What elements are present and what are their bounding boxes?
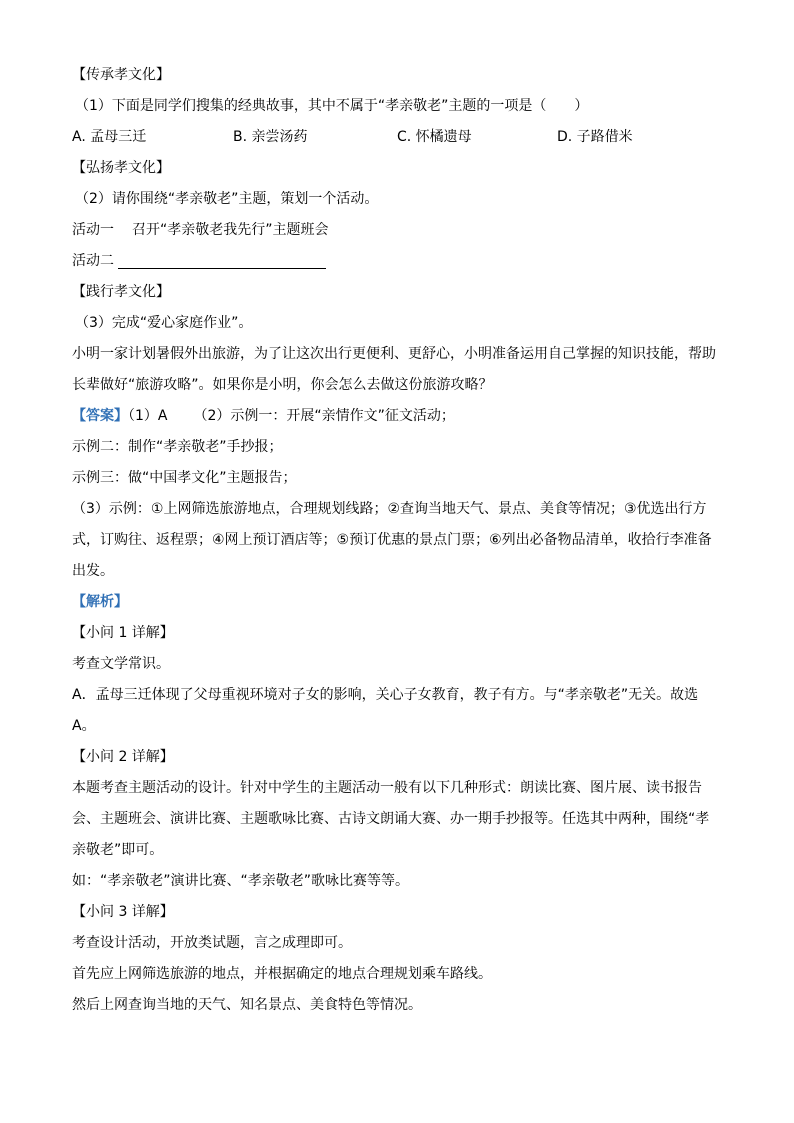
- answer-3-line-2: 式，订购往、返程票；④网上预订酒店等；⑤预订优惠的景点门票；⑥列出必备物品清单，收拾行李准备: [72, 532, 712, 548]
- question-1: （1）下面是同学们搜集的经典故事，其中不属于“孝亲敬老”主题的一项是（ ）: [75, 98, 589, 114]
- section-heading-promote: 【弘扬孝文化】: [72, 160, 170, 176]
- question-3-desc-line-2: 长辈做好“旅游攻略”。如果你是小明，你会怎么去做这份旅游攻略？: [72, 377, 493, 393]
- section-heading-practice: 【践行孝文化】: [72, 284, 170, 300]
- answer-example-2: 示例二：制作“孝亲敬老”手抄报；: [72, 439, 283, 455]
- sub-question-2-example: 如：“孝亲敬老”演讲比赛、“孝亲敬老”歌咏比赛等等。: [72, 873, 410, 889]
- sub-question-3-line-3: 然后上网查询当地的天气、知名景点、美食特色等情况。: [72, 997, 422, 1013]
- section-heading-inherit: 【传承孝文化】: [72, 67, 170, 83]
- sub-question-3-line-2: 首先应上网筛选旅游的地点，并根据确定的地点合理规划乘车路线。: [72, 966, 492, 982]
- activity-2: [72, 246, 722, 277]
- question-2: （2）请你围绕“孝亲敬老”主题，策划一个活动。: [75, 191, 379, 207]
- sub-question-2-para-line-1: 本题考查主题活动的设计。针对中学生的主题活动一般有以下几种形式：朗读比赛、图片展、读书报告: [72, 780, 702, 796]
- answer-example-3: 示例三：做“中国孝文化”主题报告；: [72, 470, 297, 486]
- answer-row: [72, 401, 722, 432]
- answer-2: （2）示例一：开展“亲情作文”征文活动；: [193, 408, 455, 424]
- sub-question-2-heading: 【小问 2 详解】: [72, 749, 174, 765]
- answer-1: （1）A: [128, 408, 168, 424]
- activity-1-label: 活动一: [72, 222, 114, 238]
- option-a: A. 孟母三迁: [72, 129, 147, 145]
- answer-3-line-3: 出发。: [72, 563, 114, 579]
- sub-question-2-para-line-3: 亲敬老”即可。: [72, 842, 164, 858]
- sub-question-1-para-line-2: A。: [72, 718, 96, 734]
- option-c: C. 怀橘遗母: [397, 129, 472, 145]
- option-d: D. 子路借米: [557, 129, 633, 145]
- sub-question-3-line-1: 考查设计活动，开放类试题，言之成理即可。: [72, 935, 352, 951]
- answer-tag: 【答案】: [72, 408, 128, 424]
- activity-1-text: 召开“孝亲敬老我先行”主题班会: [132, 222, 329, 238]
- question-3-desc-line-1: 小明一家计划暑假外出旅游，为了让这次出行更便利、更舒心，小明准备运用自己掌握的知识技能，帮助: [72, 346, 716, 362]
- analysis-tag: 【解析】: [72, 594, 128, 610]
- sub-question-1-para-line-1: A．孟母三迁体现了父母重视环境对子女的影响，关心子女教育，教子有方。与“孝亲敬老”无关。故选: [72, 687, 699, 703]
- question-1-options: [72, 122, 722, 153]
- sub-question-1-line-1: 考查文学常识。: [72, 656, 170, 672]
- option-b: B. 亲尝汤药: [233, 129, 308, 145]
- question-3: （3）完成“爱心家庭作业”。: [75, 315, 253, 331]
- activity-2-label: 活动二: [72, 253, 114, 269]
- activity-1: [72, 215, 722, 246]
- document-page: [72, 60, 722, 1021]
- sub-question-1-heading: 【小问 1 详解】: [72, 625, 174, 641]
- activity-2-answer-blank: [118, 251, 326, 269]
- sub-question-2-para-line-2: 会、主题班会、演讲比赛、主题歌咏比赛、古诗文朗诵大赛、办一期手抄报等。任选其中两种，围绕“孝: [72, 811, 710, 827]
- answer-3-line-1: （3）示例：①上网筛选旅游地点，合理规划线路；②查询当地天气、景点、美食等情况；③优选出行方: [72, 501, 707, 517]
- sub-question-3-heading: 【小问 3 详解】: [72, 904, 174, 920]
